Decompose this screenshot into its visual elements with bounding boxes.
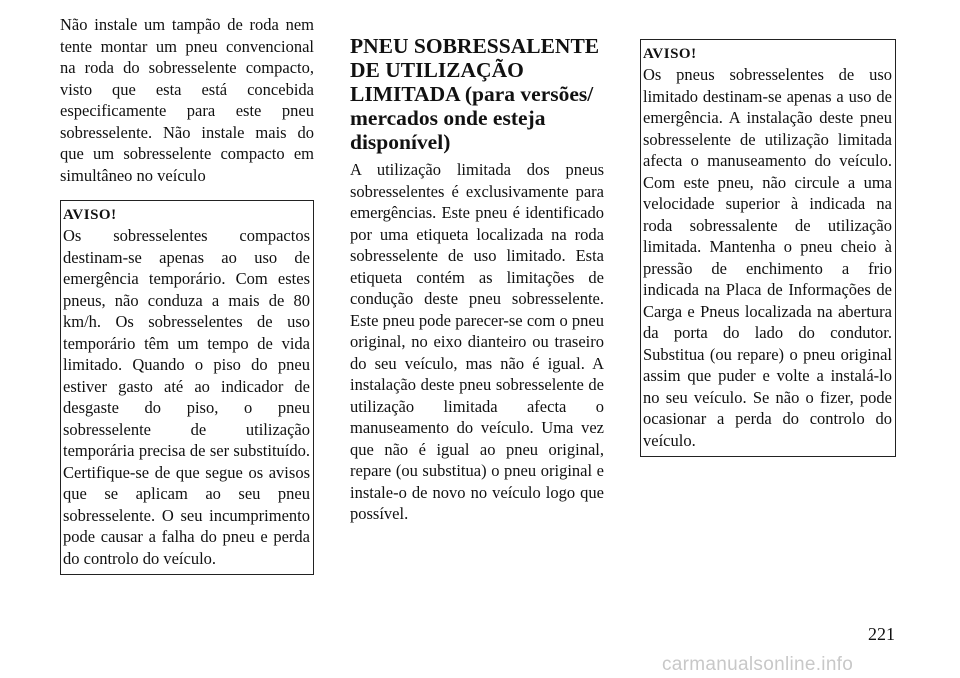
column-right — [640, 39, 896, 457]
column-left — [60, 14, 314, 575]
watermark: carmanualsonline.info — [662, 654, 854, 675]
page-number: 221 — [868, 624, 895, 644]
warning-title: AVISO! — [643, 46, 697, 62]
warning-title: AVISO! — [63, 207, 117, 223]
limited-use-spare-warning-box — [640, 39, 896, 457]
compact-spare-warning-box — [60, 200, 314, 575]
warning-text: Os pneus sobresselentes de uso limitado destinam-se apenas a uso de emergência. A instalação deste pneu sobresselente de utilização limitada afecta o manuseamento do veículo. Com este pneu, não circule a uma velocidade superior à indicada na roda sobressalente de utilização limitada. Mantenha o pneu cheio à pressão de enchimento a frio indicada na Placa de Informações de Carga e Pneus localizada na abertura da porta do lado do condutor. Substitua (ou repare) o pneu original assim que puder e volte a instalá-lo no seu veículo. Se não o fizer, pode ocasionar a perda do controlo do veículo. — [643, 65, 892, 450]
section-heading: PNEU SOBRESSALENTE DE UTILIZAÇÃO LIMITADA (para versões/ mercados onde esteja disponível) — [350, 34, 600, 154]
limited-use-spare-paragraph: A utilização limitada dos pneus sobresselentes é exclusivamente para emergências. Este pneu é identificado por uma etiqueta localizada na roda sobresselente de uso limitado. Esta etiqueta contém as limitações de condução deste pneu sobresselente. Este pneu pode parecer-se com o pneu original, no eixo dianteiro ou traseiro do seu veículo, mas não é igual. A instalação deste pneu sobresselente de utilização limitada afecta o manuseamento do veículo. Uma vez que não é igual ao pneu original, repare (ou substitua) o pneu original e instale-o de novo no veículo logo que possível. — [350, 160, 604, 523]
spare-wheel-cap-paragraph: Não instale um tampão de roda nem tente montar um pneu convencional na roda do sobresselente compacto, visto que esta está concebida especificamente para este pneu sobresselente. Não instale mais do que um sobresselente compacto em simultâneo no veículo — [60, 15, 314, 185]
warning-text: Os sobresselentes compactos destinam-se apenas ao uso de emergência temporário. Com estes pneus, não conduza a mais de 80 km/h. Os sobresselentes de uso temporário têm um tempo de vida limitado. Quando o piso do pneu estiver gasto até ao indicador de desgaste do piso, o pneu sobresselente de utilização temporária precisa de ser substituído. Certifique-se de que segue os avisos que se aplicam ao seu pneu sobresselente. O seu incumprimento pode causar a falha do pneu e perda do controlo do veículo. — [63, 226, 310, 568]
column-middle — [350, 34, 604, 525]
